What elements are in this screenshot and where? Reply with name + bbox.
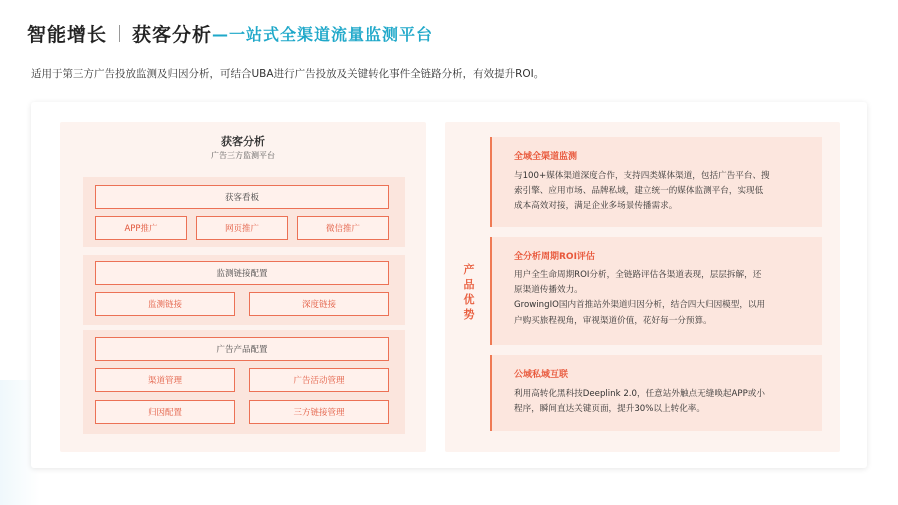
channel-management-box[interactable]: 渠道管理	[95, 368, 235, 392]
product-advantages	[445, 122, 840, 452]
card-line: GrowingIO国内首推站外渠道归因分析，结合四大归因模型，以用	[514, 300, 766, 311]
content-panel	[31, 102, 867, 468]
app-promotion-box[interactable]: APP推广	[95, 216, 187, 240]
label-char: 品	[463, 278, 475, 291]
group-header[interactable]: 获客看板	[95, 185, 389, 209]
tracking-link-box[interactable]: 监测链接	[95, 292, 235, 316]
ad-campaign-management-box[interactable]: 广告活动管理	[249, 368, 389, 392]
card-title: 公域私域互联	[514, 370, 569, 380]
title-divider	[119, 25, 120, 42]
wechat-promotion-box[interactable]: 微信推广	[297, 216, 389, 240]
group-header[interactable]: 监测链接配置	[95, 261, 389, 285]
group-acquisition-dashboard	[83, 177, 405, 247]
card-line: 索引擎、应用市场、品牌私域，建立统一的媒体监测平台，实现低	[514, 186, 764, 197]
card-line: 程序，瞬间直达关键页面，提升30%以上转化率。	[514, 404, 705, 415]
label-char: 优	[463, 293, 475, 306]
diagram-subtitle: 广告三方监测平台	[211, 151, 275, 160]
card-body	[514, 387, 812, 417]
label-char: 势	[463, 308, 475, 321]
card-body	[514, 169, 812, 215]
card-line: 原渠道传播效力。	[514, 285, 583, 296]
card-line: 利用高转化黑科技Deeplink 2.0，任意站外触点无缝唤起APP或小	[514, 389, 765, 399]
diagram-title: 获客分析	[221, 135, 265, 148]
card-line: 用户全生命周期ROI分析，全链路评估各渠道表现，层层拆解，还	[514, 270, 762, 280]
card-line: 户购买旅程视角，审视渠道价值，花好每一分预算。	[514, 315, 712, 326]
card-title: 全分析周期ROI评估	[514, 252, 595, 262]
advantage-card-roi	[490, 237, 822, 345]
attribution-config-box[interactable]: 归因配置	[95, 400, 235, 424]
advantage-card-omnichannel	[490, 137, 822, 227]
group-tracking-link-config	[83, 255, 405, 325]
page-header	[27, 20, 433, 46]
product-advantages-label	[462, 262, 476, 322]
deep-link-box[interactable]: 深度链接	[249, 292, 389, 316]
card-body	[514, 268, 812, 329]
card-title: 全域全渠道监测	[514, 152, 578, 162]
group-header[interactable]: 广告产品配置	[95, 337, 389, 361]
page-title: 智能增长	[27, 23, 108, 46]
card-line: 与100+媒体渠道深度合作，支持四类媒体渠道，包括广告平台、搜	[514, 171, 770, 181]
page-description: 适用于第三方广告投放监测及归因分析，可结合UBA进行广告投放及关键转化事件全链路分析，有效提升ROI。	[31, 68, 545, 80]
card-line: 成本高效对接，满足企业多场景传播需求。	[514, 201, 678, 212]
web-promotion-box[interactable]: 网页推广	[196, 216, 288, 240]
third-party-link-management-box[interactable]: 三方链接管理	[249, 400, 389, 424]
advantage-card-public-private	[490, 355, 822, 431]
group-ad-product-config	[83, 330, 405, 434]
page-subtitle-tagline: —一站式全渠道流量监测平台	[212, 24, 434, 44]
page-subtitle: 获客分析	[132, 23, 213, 46]
label-char: 产	[463, 263, 475, 276]
architecture-diagram	[60, 122, 426, 452]
